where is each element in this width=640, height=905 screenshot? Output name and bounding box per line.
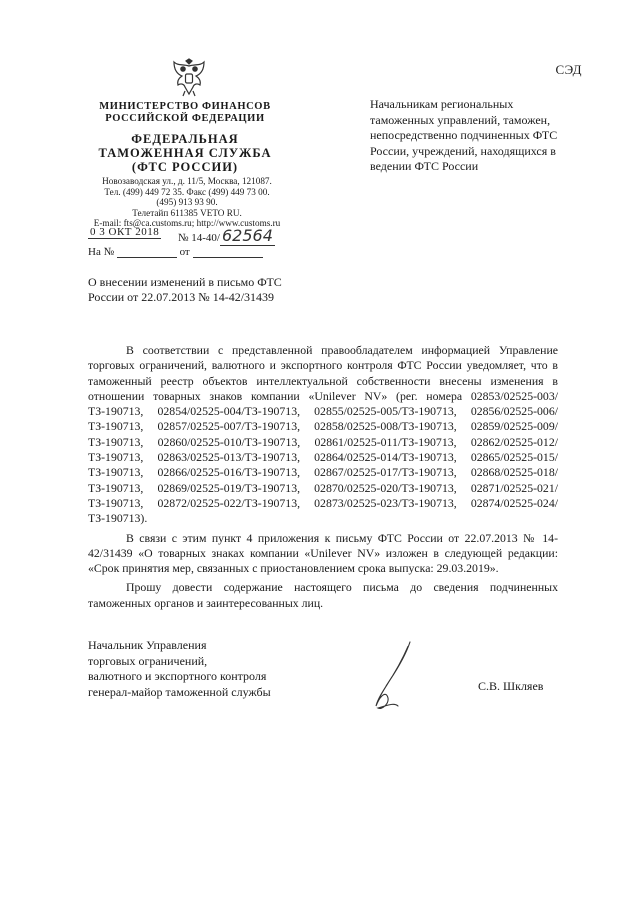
- ref-label: На №: [88, 246, 115, 258]
- signer-title: [88, 638, 308, 700]
- body-paragraph: Прошу довести содержание настоящего письма до сведения подчиненных таможенных органов и заинтересованных лиц.: [88, 580, 558, 610]
- ref-from-label: от: [179, 246, 190, 258]
- signer-title-line: торговых ограничений,: [88, 653, 208, 668]
- number-prefix: № 14-40/: [178, 232, 220, 244]
- email-line: E-mail: fts@ca.customs.ru; http://www.customs.ru: [93, 218, 281, 228]
- contact-block: [72, 176, 302, 229]
- signer-title-line: генерал-майор таможенной службы: [88, 684, 271, 699]
- service-line: ФЕДЕРАЛЬНАЯ: [131, 132, 239, 146]
- registration-date: [88, 226, 161, 239]
- ministry-name: [80, 101, 290, 125]
- phone-line: (495) 913 93 90.: [156, 197, 218, 207]
- service-line: (ФТС РОССИИ): [131, 160, 239, 174]
- sed-mark: СЭД: [555, 62, 582, 77]
- letter-body: [88, 343, 558, 615]
- addressee: Начальникам региональных таможенных управлений, таможен, непосредственно подчиненных ФТС России, учреждений, находящихся в ведении ФТС России: [370, 97, 558, 173]
- service-line: ТАМОЖЕННАЯ СЛУЖБА: [98, 146, 272, 160]
- reference-line: [88, 246, 263, 258]
- signer-title-line: Начальник Управления: [88, 638, 207, 652]
- signer-title-line: валютного и экспортного контроля: [88, 669, 267, 683]
- coat-of-arms-icon: [168, 58, 210, 98]
- body-paragraph: В связи с этим пункт 4 приложения к письму ФТС России от 22.07.2013 № 14-42/31439 «О товарных знаках компании «Unilever NV» изложен в следующей редакции: «Срок принятия мер, связанных с приостановлением срока выпуска: 29.03.2019».: [88, 530, 558, 576]
- service-name: [80, 132, 290, 174]
- phone-line: Тел. (499) 449 72 35. Факс (499) 449 73 00.: [104, 186, 270, 197]
- ministry-line: РОССИЙСКОЙ ФЕДЕРАЦИИ: [105, 113, 265, 124]
- date-stamp: 0 3 ОКТ 2018: [90, 226, 160, 238]
- body-paragraph: В соответствии с представленной правообладателем информацией Управление торговых ограничений, валютного и экспортного контроля ФТС России уведомляет, что в таможенный реестр объектов интеллектуальной собственности внесены изменения в отношении товарных знаков компании «Unilever NV» (рег. номера 02853/02525-003/ТЗ-190713, 02854/02525-004/ТЗ-190713, 02855/02525-005/ТЗ-190713, 02856/02525-006/ТЗ-190713, 02857/02525-007/ТЗ-190713, 02858/02525-008/ТЗ-190713, 02859/02525-009/ТЗ-190713, 02860/02525-010/ТЗ-190713, 02861/02525-011/ТЗ-190713, 02862/02525-012/ТЗ-190713, 02863/02525-013/ТЗ-190713, 02864/02525-014/ТЗ-190713, 02865/02525-015/ТЗ-190713, 02866/02525-016/ТЗ-190713, 02867/02525-017/ТЗ-190713, 02868/02525-018/ТЗ-190713, 02869/02525-019/ТЗ-190713, 02870/02525-020/ТЗ-190713, 02871/02525-021/ТЗ-190713, 02872/02525-022/ТЗ-190713, 02873/02525-023/ТЗ-190713, 02874/02525-024/ТЗ-190713).: [88, 343, 558, 526]
- handwritten-number: 62564: [221, 226, 273, 245]
- signer-name: С.В. Шкляев: [478, 679, 544, 693]
- ref-date-blank: [193, 246, 263, 258]
- subject: О внесении изменений в письмо ФТС России от 22.07.2013 № 14-42/31439: [88, 275, 282, 304]
- ref-number-blank: [117, 246, 177, 258]
- address-line: Новозаводская ул., д. 11/5, Москва, 121087.: [102, 176, 272, 186]
- registration-number: [178, 226, 275, 245]
- handwritten-signature: [368, 640, 418, 712]
- ministry-line: МИНИСТЕРСТВО ФИНАНСОВ: [99, 101, 271, 112]
- teletype-line: Телетайп 611385 VETO RU.: [132, 207, 242, 218]
